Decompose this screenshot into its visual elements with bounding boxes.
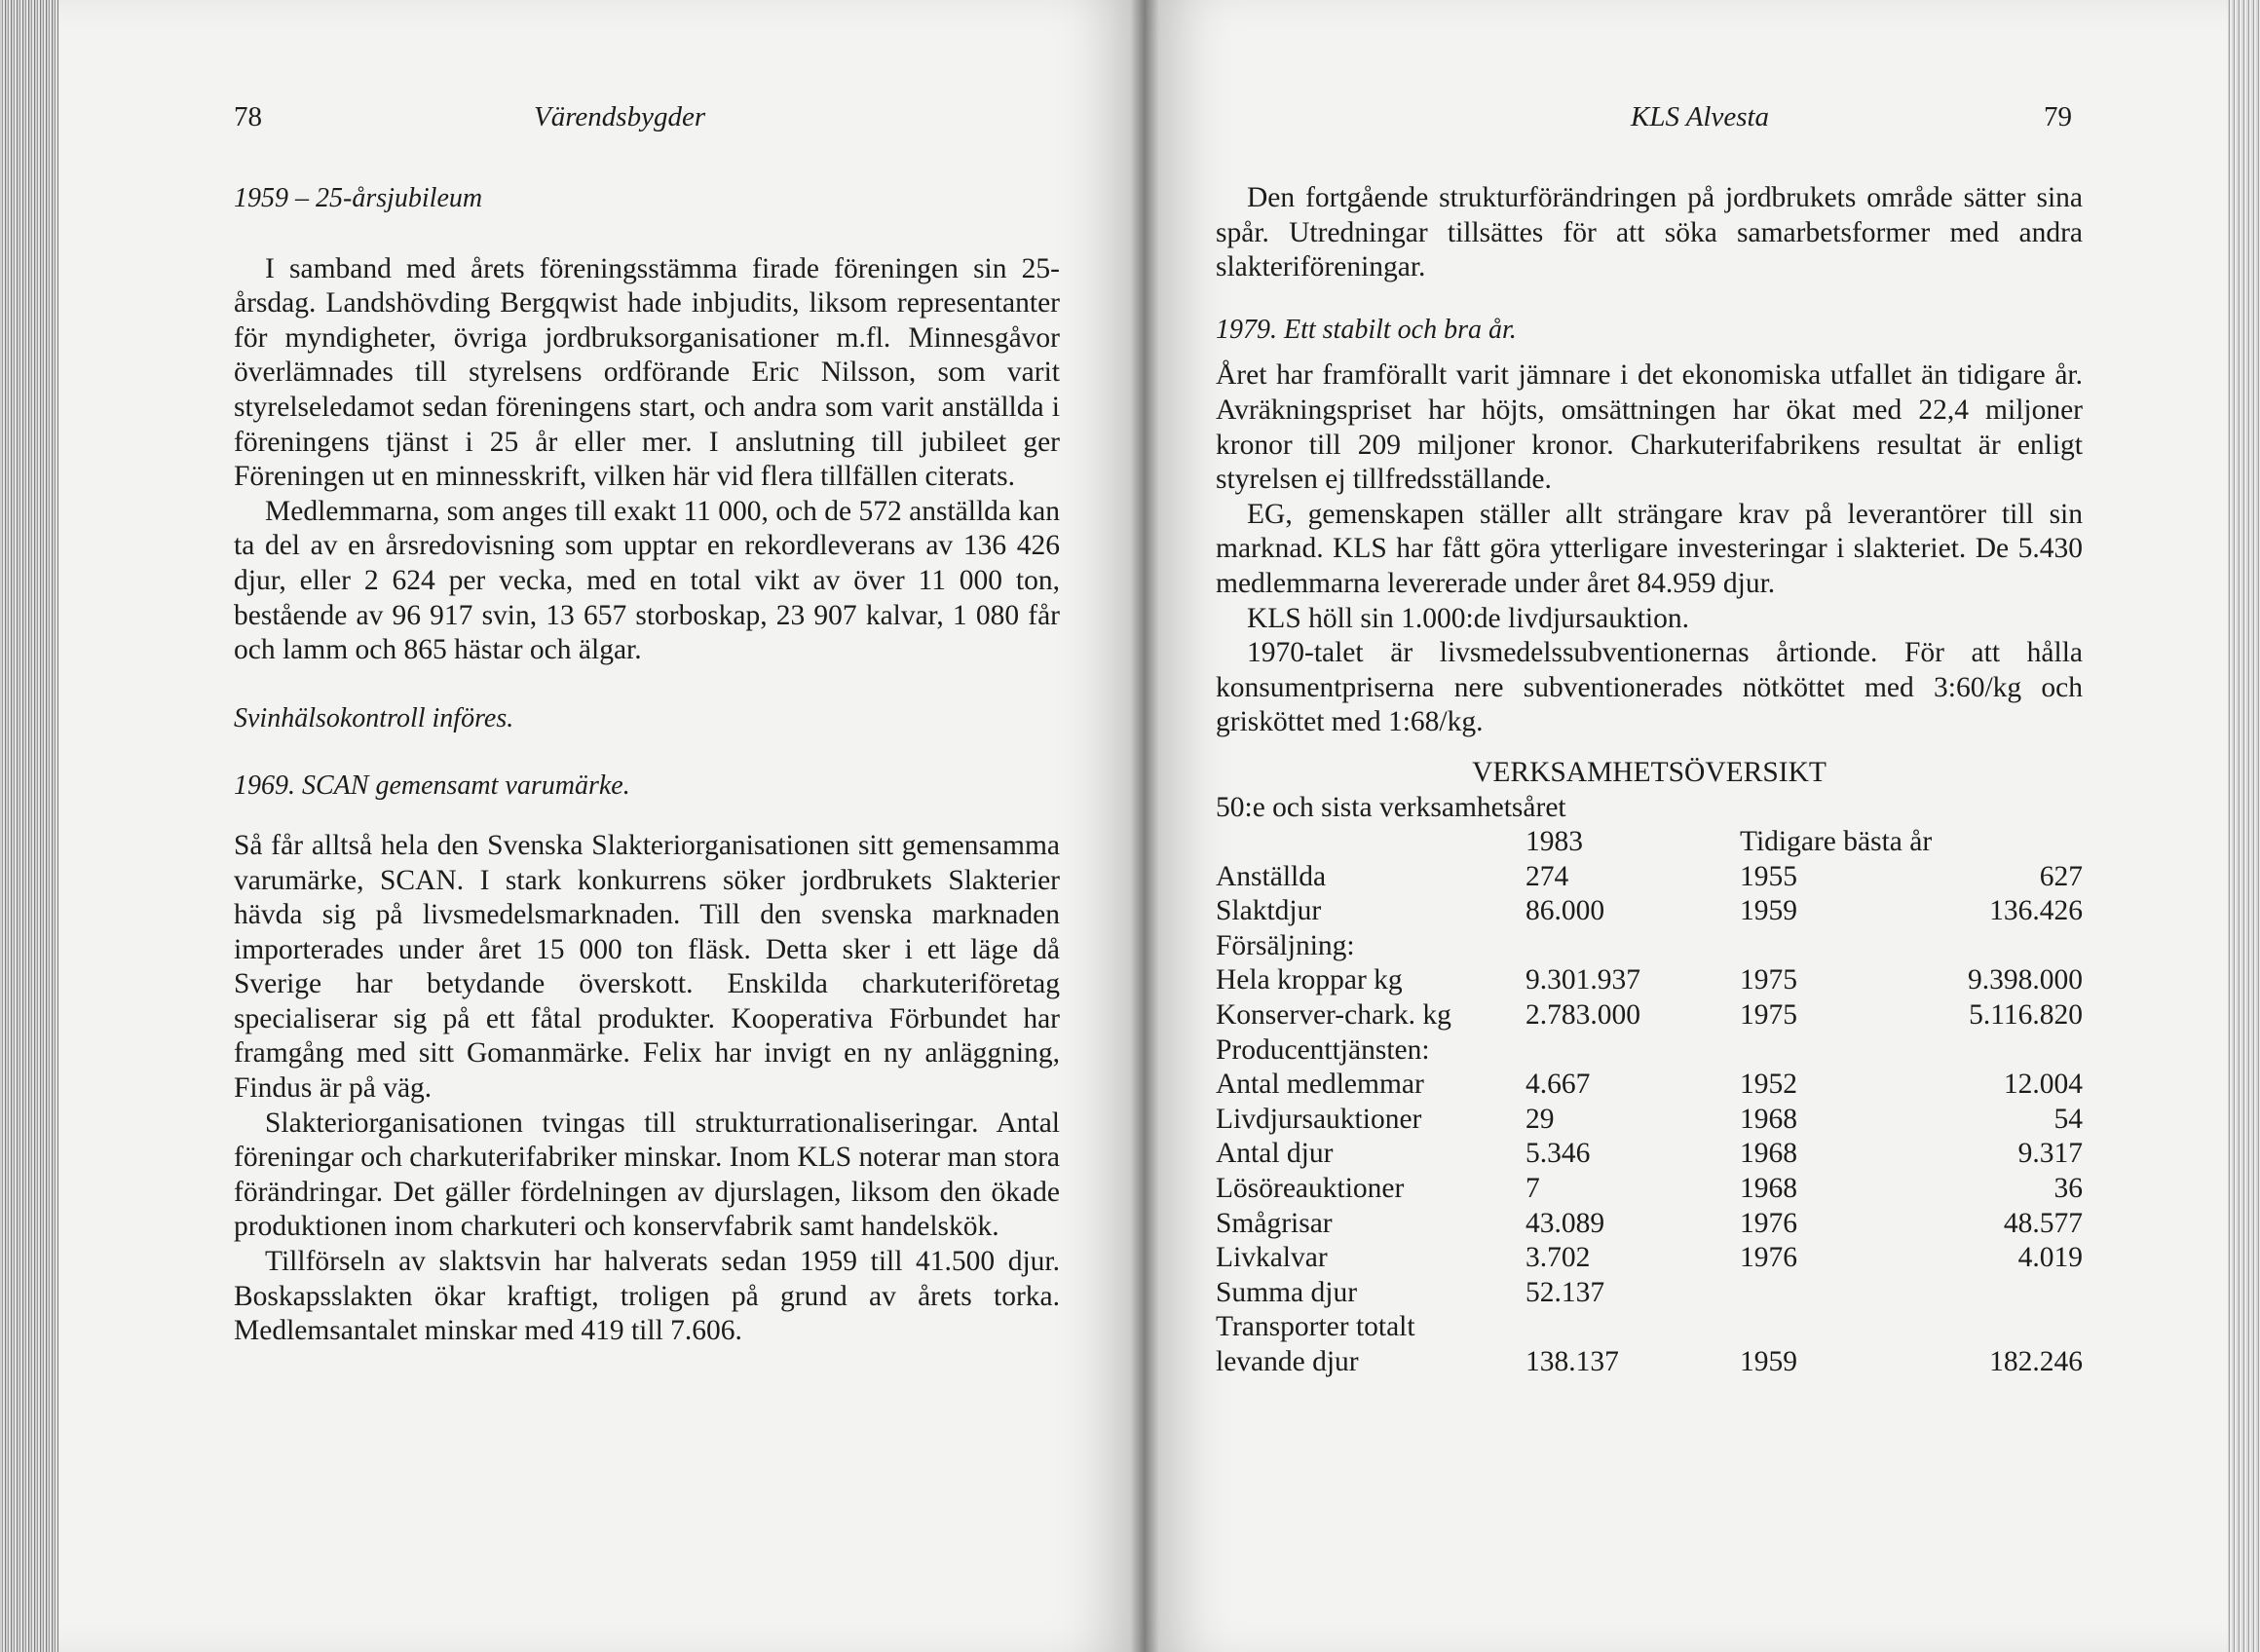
paragraph-jubileum: I samband med årets föreningsstämma firade föreningen sin 25-årsdag. Landshövding Bergqwist hade inbjudits, liksom representanter för myndigheter, övriga jordbruksorganisationer m.fl. Minnesgåvor överlämnades till styrelsens ordförande Eric Nilsson, som varit styrelseledamot sedan föreningens start, och andra som varit anställda i föreningens tjänst i 25 år eller mer. I anslutning till jubileet ger Föreningen ut en minnesskrift, vilken här vid flera tillfällen citerats. (234, 252, 1060, 493)
paragraph-scan: Så får alltså hela den Svenska Slakteriorganisationen sitt gemensamma varumärke, SCAN. I stark konkurrens söker jordbrukets Slakterier hävda sig på livsmedelsmarknaden. Till den svenska marknaden importerades under året 15 000 ton fläsk. Detta sker i ett läge då Sverige har betydande överskott. Enskilda charkuteriföretag specialiserar sig på ett fåtal produkter. Kooperativa Förbundet har framgång med sitt Gomanmärke. Felix har invigt en ny anläggning, Findus är på väg. (234, 829, 1060, 1105)
section-heading-1979: 1979. Ett stabilt och bra år. (1216, 314, 1517, 345)
table-row (1216, 894, 2083, 929)
book-page-edges-right (2227, 0, 2260, 1652)
row-best-year: 1975 (1740, 999, 1797, 1032)
table-row (1216, 1033, 2083, 1069)
paragraph-subventioner: 1970-talet är livsmedelssubventionernas årtionde. För att hålla konsumentpriserna nere subventionerades nötköttet med 3:60/kg och grisköttet med 1:68/kg. (1216, 637, 2083, 738)
table-row (1216, 998, 2083, 1033)
table-title: VERKSAMHETSÖVERSIKT (1472, 756, 1827, 788)
row-label: Livdjursauktioner (1216, 1103, 1422, 1135)
row-best-value (1915, 1033, 2083, 1069)
table-row (1216, 860, 2083, 895)
row-value-1983: 4.667 (1526, 1069, 1591, 1101)
book-gutter (1130, 0, 1159, 1652)
section-heading-1969: 1969. SCAN gemensamt varumärke. (234, 770, 630, 802)
paragraph-medlemmarna: Medlemmarna, som anges till exakt 11 000, och de 572 anställda kan ta del av en årsredovisning som upptar en rekordleverans av 136 426 djur, eller 2 624 per vecka, med en total vikt av över 11 000 ton, bestående av 96 917 svin, 13 657 storboskap, 23 907 kalvar, 1 080 får och lamm och 865 hästar och älgar. (234, 495, 1060, 666)
row-best-year: 1976 (1740, 1242, 1797, 1274)
row-best-year (1740, 1276, 1915, 1311)
right-page-number: 79 (2044, 101, 2072, 132)
row-value-1983: 52.137 (1526, 1276, 1605, 1308)
row-best-year (1740, 1310, 1915, 1345)
column-header-best-year: Tidigare bästa år (1740, 826, 1933, 858)
row-best-year: 1959 (1740, 895, 1797, 927)
table-row (1216, 1276, 2083, 1311)
table-row (1216, 1310, 2083, 1345)
row-value-1983: 138.137 (1526, 1346, 1619, 1377)
row-best-value (1915, 1310, 2083, 1345)
row-value-1983: 274 (1526, 860, 1569, 892)
row-value-1983: 9.301.937 (1526, 964, 1640, 996)
row-label: Smågrisar (1216, 1207, 1333, 1239)
paragraph-tillforsel: Tillförseln av slaktsvin har halverats sedan 1959 till 41.500 djur. Boskapsslakten ökar kraftigt, troligen på grund av årets torka. Medlemsantalet minskar med 419 till 7.606. (234, 1246, 1060, 1347)
verksamhet-table (1216, 791, 2083, 1380)
row-label: Försäljning: (1216, 929, 1355, 961)
row-label: Transporter totalt (1216, 1311, 1415, 1343)
row-label: Livkalvar (1216, 1242, 1328, 1274)
left-running-title: Värendsbygder (534, 101, 706, 132)
paragraph-eg: EG, gemenskapen ställer allt strängare krav på leverantörer till sin marknad. KLS har fått göra ytterligare investeringar i slakteriet. De 5.430 medlemmarna levererade under året 84.959 djur. (1216, 498, 2083, 599)
table-header-row (1216, 825, 2083, 860)
left-page-number: 78 (234, 101, 262, 132)
row-value-1983: 43.089 (1526, 1207, 1605, 1239)
table-row (1216, 1345, 2083, 1380)
row-best-value: 12.004 (2003, 1069, 2083, 1101)
row-best-year: 1968 (1740, 1138, 1797, 1170)
row-label: Producenttjänsten: (1216, 1033, 1430, 1066)
row-label: Lösöreauktioner (1216, 1173, 1405, 1205)
row-best-value (1915, 1276, 2083, 1311)
row-value-1983: 29 (1526, 1103, 1555, 1135)
row-best-value: 9.317 (2017, 1138, 2083, 1170)
table-row (1216, 929, 2083, 964)
row-value-1983: 5.346 (1526, 1138, 1591, 1170)
section-heading-1959: 1959 – 25-årsjubileum (234, 183, 483, 213)
paragraph-aret: Året har framförallt varit jämnare i det ekonomiska utfallet än tidigare år. Avräkningspriset har höjts, omsättningen har ökat med 22,4 miljoner kronor till 209 miljoner kronor. Charkuterifabrikens resultat är enligt styrelsen ej tillfredsställande. (1216, 359, 2083, 496)
row-label: Antal medlemmar (1216, 1069, 1424, 1101)
row-value-1983: 2.783.000 (1526, 999, 1640, 1032)
right-text-column (1216, 181, 2083, 1380)
row-label: Anställda (1216, 860, 1327, 892)
row-best-year: 1976 (1740, 1207, 1797, 1239)
row-best-value: 182.246 (1989, 1346, 2083, 1377)
row-best-value: 5.116.820 (1969, 999, 2083, 1032)
row-value-1983: 86.000 (1526, 895, 1605, 927)
table-subtitle: 50:e och sista verksamhetsåret (1216, 791, 1566, 823)
row-best-value: 4.019 (2017, 1242, 2083, 1274)
table-row (1216, 1137, 2083, 1172)
table-row (1216, 1207, 2083, 1242)
table-row (1216, 963, 2083, 998)
row-label: Summa djur (1216, 1276, 1358, 1308)
row-best-value: 627 (2039, 860, 2083, 892)
row-value-1983 (1526, 929, 1740, 964)
row-value-1983: 7 (1526, 1173, 1540, 1205)
table-row (1216, 1103, 2083, 1138)
row-best-year: 1975 (1740, 964, 1797, 996)
row-best-year: 1959 (1740, 1346, 1797, 1377)
paragraph-livdjursauktion: KLS höll sin 1.000:de livdjursauktion. (1247, 602, 1689, 634)
row-best-year (1740, 1033, 1915, 1069)
section-heading-svinhalsokontroll: Svinhälsokontroll införes. (234, 702, 514, 733)
row-best-year: 1952 (1740, 1069, 1797, 1101)
row-label: Hela kroppar kg (1216, 964, 1403, 996)
row-best-value: 9.398.000 (1968, 964, 2083, 996)
table-row (1216, 1241, 2083, 1276)
row-label: levande djur (1216, 1346, 1359, 1377)
row-label: Slaktdjur (1216, 895, 1322, 927)
paragraph-strukturrationalisering: Slakteriorganisationen tvingas till strukturrationaliseringar. Antal föreningar och charkuterifabriker minskar. Inom KLS noterar man stora förändringar. Det gäller fördelningen av djurslagen, liksom den ökade produktionen inom charkuteri och konservfabrik samt handelskök. (234, 1107, 1060, 1243)
row-label: Konserver-chark. kg (1216, 999, 1451, 1032)
row-best-year: 1955 (1740, 860, 1797, 892)
row-best-year: 1968 (1740, 1103, 1797, 1135)
row-label: Antal djur (1216, 1138, 1334, 1170)
row-best-value: 36 (2053, 1173, 2083, 1205)
row-best-value: 54 (2053, 1103, 2083, 1135)
table-row (1216, 1172, 2083, 1207)
left-text-column (234, 181, 1060, 1349)
row-value-1983 (1526, 1310, 1740, 1345)
row-best-year (1740, 929, 1915, 964)
row-best-year: 1968 (1740, 1173, 1797, 1205)
right-running-title: KLS Alvesta (1631, 101, 1770, 132)
paragraph-strukturforandring: Den fortgående strukturförändringen på jordbrukets område sätter sina spår. Utredningar tillsättes för att söka samarbetsformer med andra slakteriföreningar. (1216, 182, 2083, 283)
table-subtitle-row (1216, 791, 2083, 826)
column-header-1983: 1983 (1526, 826, 1583, 858)
row-best-value: 136.426 (1989, 895, 2083, 927)
row-value-1983 (1526, 1033, 1740, 1069)
table-row (1216, 1068, 2083, 1103)
row-best-value: 48.577 (2003, 1207, 2083, 1239)
row-value-1983: 3.702 (1526, 1242, 1591, 1274)
row-best-value (1915, 929, 2083, 964)
